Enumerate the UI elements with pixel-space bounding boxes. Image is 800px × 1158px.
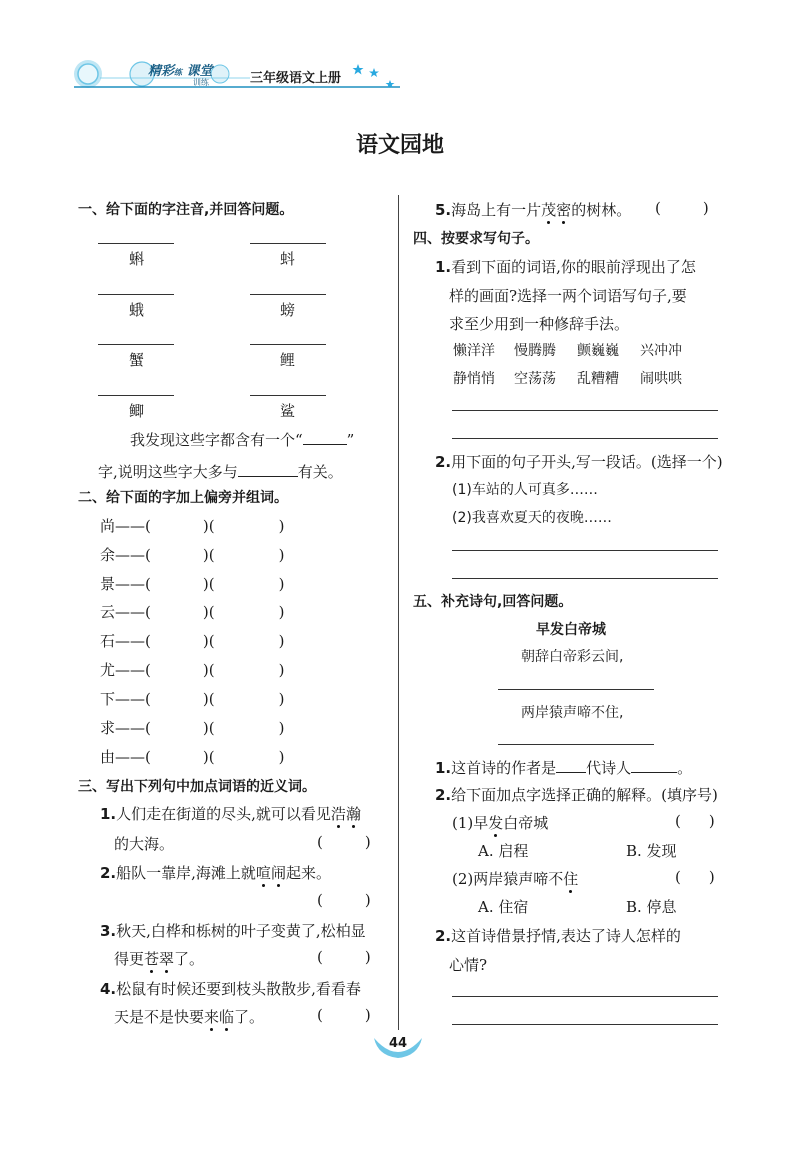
q4-1-line3: 求至少用到一种修辞手法。 [449, 315, 630, 333]
word-item: 懒洋洋 [453, 343, 495, 359]
poem-title: 早发白帝城 [536, 622, 606, 638]
base-char: 下 [100, 690, 116, 708]
base-char: 尤 [100, 661, 116, 679]
paren-mid: )( [202, 603, 215, 621]
dash-open: ——( [115, 632, 151, 650]
answer-paren[interactable]: ( ) [317, 1006, 371, 1024]
writing-line[interactable] [452, 996, 718, 997]
choice-b: B. 停息 [626, 898, 677, 916]
word-item: 乱糟糟 [577, 371, 619, 387]
choice-b: B. 发现 [626, 842, 677, 860]
section-5-heading: 五、补充诗句,回答问题。 [413, 594, 573, 610]
section-3-heading: 三、写出下列句中加点词语的近义词。 [78, 779, 316, 795]
q4-2-option: (2)我喜欢夏天的夜晚…… [452, 510, 612, 526]
word-item: 颤巍巍 [577, 343, 619, 359]
answer-blank[interactable] [631, 758, 677, 773]
compound-row [100, 746, 284, 767]
paren-close: ) [278, 719, 285, 737]
q3-3-line1: 3.秋天,白桦和栎树的叶子变黄了,松柏显 [100, 922, 366, 940]
q5-2-1: (1)早发白帝城 [452, 814, 549, 832]
pinyin-blank[interactable] [98, 294, 174, 295]
paren-close: ) [278, 632, 285, 650]
word-item: 闹哄哄 [640, 371, 682, 387]
q3-1-line2: 的大海。 [114, 835, 175, 853]
paren-close: ) [278, 575, 285, 593]
word-item: 静悄悄 [453, 371, 495, 387]
dash-open: ——( [115, 661, 151, 679]
poem-blank[interactable] [498, 689, 654, 690]
writing-line[interactable] [452, 438, 718, 439]
paren-close: ) [278, 690, 285, 708]
paren-mid: )( [202, 517, 215, 535]
answer-paren[interactable]: ( ) [675, 812, 715, 830]
pinyin-blank[interactable] [98, 344, 174, 345]
dash-open: ——( [115, 748, 151, 766]
writing-line[interactable] [452, 1024, 718, 1025]
poem-line: 两岸猿声啼不住, [521, 705, 624, 721]
base-char: 由 [100, 748, 116, 766]
q3-3-line2: 得更苍翠了。 [114, 950, 205, 968]
answer-blank[interactable] [303, 430, 347, 445]
paren-mid: )( [202, 546, 215, 564]
answer-paren[interactable]: ( ) [317, 833, 371, 851]
discovery-line-1: 我发现这些字都含有一个“ ” [130, 431, 355, 449]
page-title: 语文园地 [355, 133, 444, 158]
pinyin-blank[interactable] [250, 294, 326, 295]
base-char: 石 [100, 632, 116, 650]
char: 鲨 [280, 402, 296, 420]
q4-2-option: (1)车站的人可真多…… [452, 482, 598, 498]
pinyin-blank[interactable] [98, 243, 174, 244]
q3-5-line: 5.海岛上有一片茂密的树林。 [435, 201, 632, 219]
pinyin-blank[interactable] [250, 243, 326, 244]
word-item: 慢腾腾 [514, 343, 556, 359]
paren-mid: )( [202, 690, 215, 708]
base-char: 求 [100, 719, 116, 737]
paren-close: ) [278, 603, 285, 621]
char: 蛾 [129, 301, 145, 319]
book-subtitle: 三年级语文上册 [250, 71, 342, 86]
compound-row [100, 688, 284, 709]
compound-row [100, 515, 284, 536]
compound-row [100, 573, 284, 594]
paren-mid: )( [202, 719, 215, 737]
char: 鲫 [129, 402, 145, 420]
char: 蟹 [129, 351, 145, 369]
char: 螃 [280, 301, 296, 319]
q3-1-line1: 1.人们走在街道的尽头,就可以看见浩瀚 [100, 805, 361, 823]
dash-open: ——( [115, 546, 151, 564]
paren-mid: )( [202, 575, 215, 593]
paren-close: ) [278, 661, 285, 679]
pinyin-blank[interactable] [250, 395, 326, 396]
paren-mid: )( [202, 661, 215, 679]
section-2-heading: 二、给下面的字加上偏旁并组词。 [78, 490, 288, 506]
compound-row [100, 630, 284, 651]
q3-4-line2: 天是不是快要来临了。 [114, 1008, 265, 1026]
star-icons [352, 56, 402, 94]
section-4-heading: 四、按要求写句子。 [413, 231, 539, 247]
word-item: 空荡荡 [514, 371, 556, 387]
writing-line[interactable] [452, 550, 718, 551]
char: 蚪 [280, 250, 296, 268]
paren-mid: )( [202, 748, 215, 766]
writing-line[interactable] [452, 410, 718, 411]
page-number: 44 [388, 1036, 408, 1051]
brand-text: 精彩练 课堂 [148, 64, 213, 79]
q4-2-line: 2.用下面的句子开头,写一段话。(选择一个) [435, 453, 723, 471]
dash-open: ——( [115, 719, 151, 737]
paren-mid: )( [202, 632, 215, 650]
char: 蝌 [129, 250, 145, 268]
choice-a: A. 住宿 [478, 898, 529, 916]
dash-open: ——( [115, 690, 151, 708]
compound-row [100, 717, 284, 738]
q3-2-line1: 2.船队一靠岸,海滩上就喧闹起来。 [100, 864, 331, 882]
q5-2-2: (2)两岸猿声啼不住 [452, 870, 579, 888]
compound-row [100, 659, 284, 680]
q5-3-line1: 2.这首诗借景抒情,表达了诗人怎样的 [435, 927, 681, 945]
paren-close: ) [278, 748, 285, 766]
dash-open: ——( [115, 575, 151, 593]
section-1-heading: 一、给下面的字注音,并回答问题。 [78, 202, 294, 218]
answer-paren[interactable]: ( ) [675, 868, 715, 886]
answer-paren[interactable]: ( ) [317, 948, 371, 966]
q5-2-line: 2.给下面加点字选择正确的解释。(填序号) [435, 786, 718, 804]
word-item: 兴冲冲 [640, 343, 682, 359]
base-char: 余 [100, 546, 116, 564]
q4-1-line2: 样的画面?选择一两个词语写句子,要 [449, 287, 687, 305]
poem-blank[interactable] [498, 744, 654, 745]
discovery-line-2: 字,说明这些字大多与 有关。 [98, 463, 343, 481]
answer-paren[interactable]: ( ) [655, 199, 709, 217]
q4-1-line1: 1.看到下面的词语,你的眼前浮现出了怎 [435, 258, 696, 276]
q5-1-line: 1.这首诗的作者是 代诗人 。 [435, 759, 693, 777]
writing-line[interactable] [452, 578, 718, 579]
paren-close: ) [278, 546, 285, 564]
char: 鲤 [280, 351, 296, 369]
dash-open: ——( [115, 603, 151, 621]
compound-row [100, 601, 284, 622]
answer-blank[interactable] [238, 462, 298, 477]
column-divider [398, 195, 399, 1030]
answer-blank[interactable] [556, 758, 586, 773]
base-char: 景 [100, 575, 116, 593]
poem-line: 朝辞白帝彩云间, [521, 649, 624, 665]
pinyin-blank[interactable] [250, 344, 326, 345]
q5-3-line2: 心情? [449, 956, 488, 974]
pinyin-blank[interactable] [98, 395, 174, 396]
base-char: 云 [100, 603, 116, 621]
brand-subtext: 训练 [193, 78, 209, 87]
compound-row [100, 544, 284, 565]
q3-4-line1: 4.松鼠有时候还要到枝头散散步,看看春 [100, 980, 361, 998]
paren-close: ) [278, 517, 285, 535]
base-char: 尚 [100, 517, 116, 535]
choice-a: A. 启程 [478, 842, 529, 860]
dash-open: ——( [115, 517, 151, 535]
answer-paren[interactable]: ( ) [317, 891, 371, 909]
